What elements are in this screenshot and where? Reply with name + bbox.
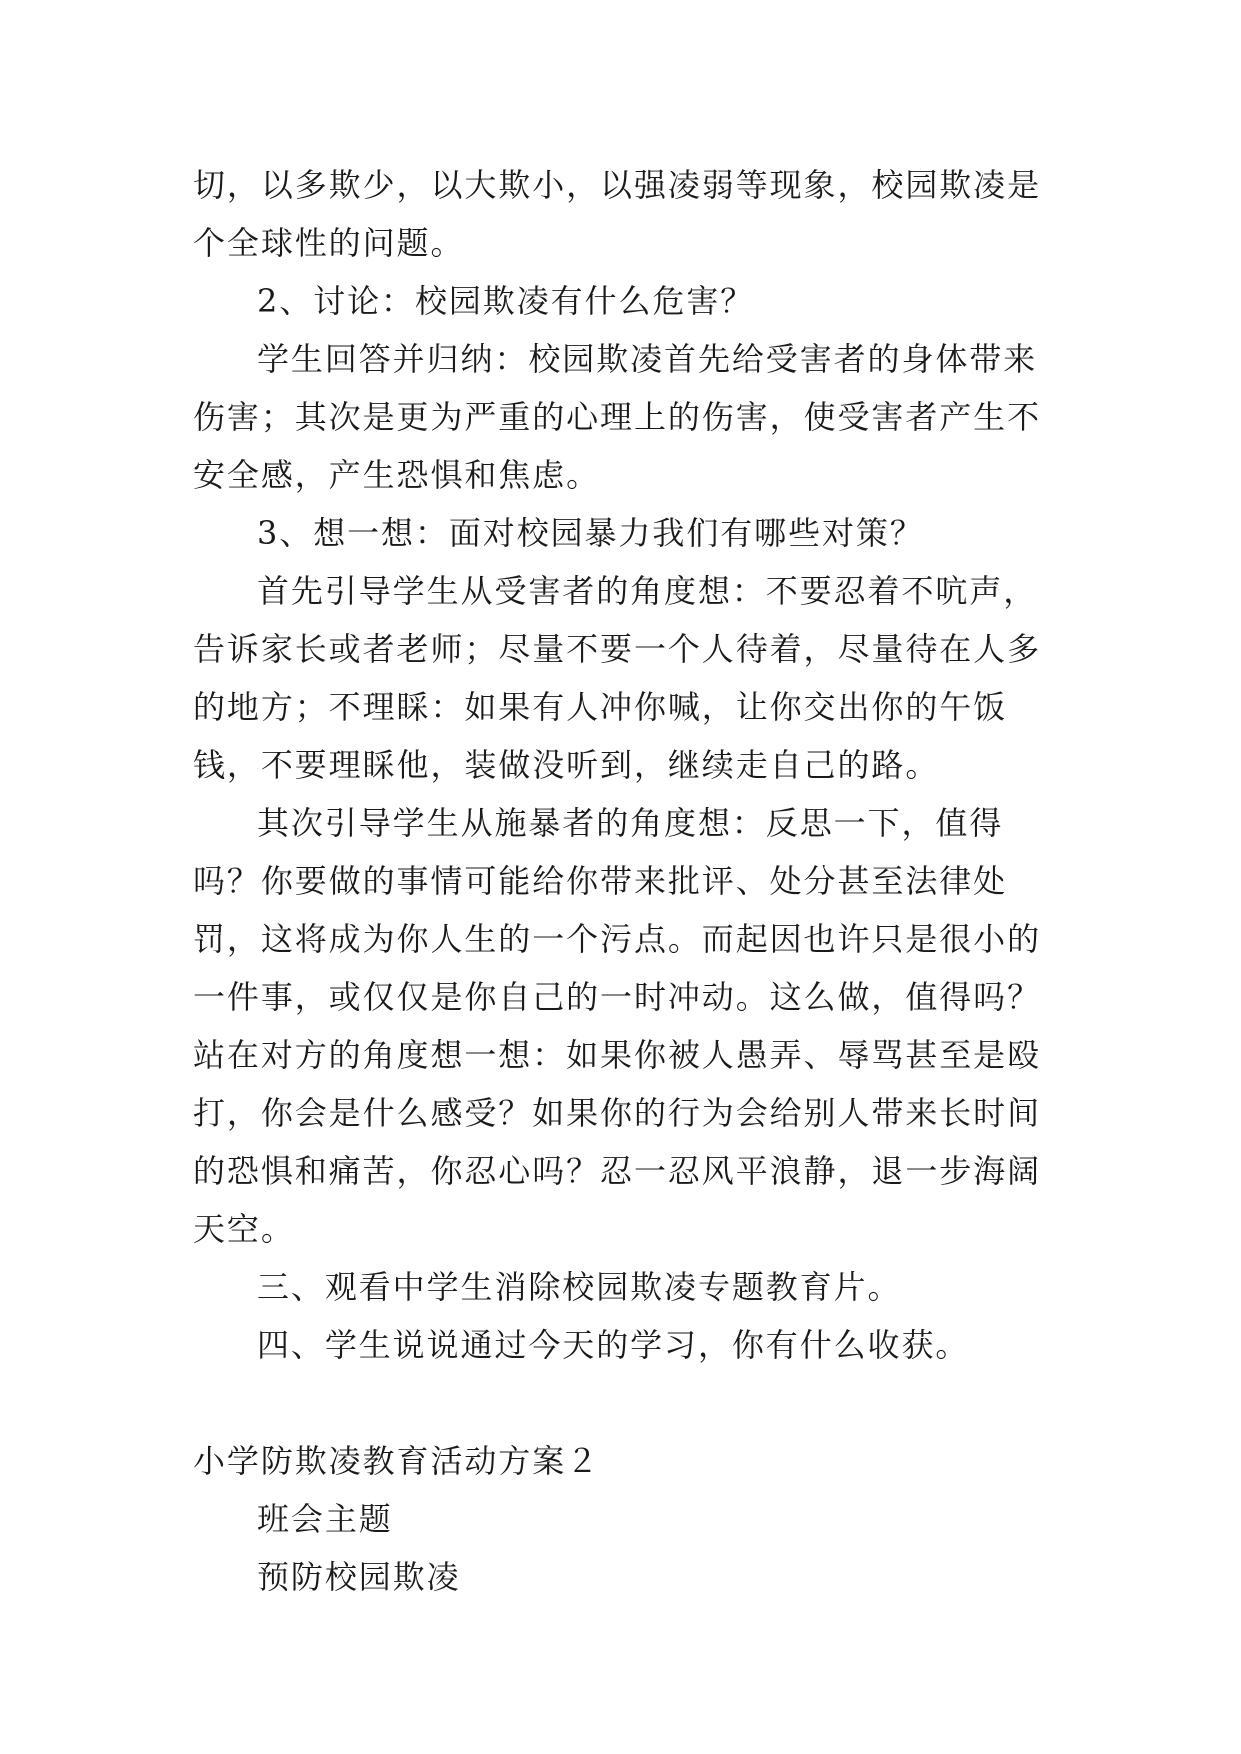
document-body bbox=[193, 156, 1063, 1606]
bully-perspective-paragraph: 其次引导学生从施暴者的角度想：反思一下，值得吗？你要做的事情可能给你带来批评、处分甚至法律处罚，这将成为你人生的一个污点。而起因也许只是很小的一件事，或仅仅是你自己的一时冲动。这么做，值得吗？站在对方的角度想一想：如果你被人愚弄、辱骂甚至是殴打，你会是什么感受？如果你的行为会给别人带来长时间的恐惧和痛苦，你忍心吗？忍一忍风平浪静，退一步海阔天空。 bbox=[193, 804, 1042, 1248]
think-question: 3、想一想：面对校园暴力我们有哪些对策？ bbox=[257, 514, 924, 552]
paragraph-continuation: 切，以多欺少，以大欺小，以强凌弱等现象，校园欺凌是个全球性的问题。 bbox=[193, 166, 1042, 262]
section-title: 小学防欺凌教育活动方案２ bbox=[193, 1442, 601, 1480]
victim-perspective-paragraph: 首先引导学生从受害者的角度想：不要忍着不吭声，告诉家长或者老师；尽量不要一个人待着，尽量待在人多的地方；不理睬：如果有人冲你喊，让你交出你的午饭钱，不要理睬他，装做没听到，继续走自己的路。 bbox=[193, 572, 1042, 784]
discussion-question: 2、讨论：校园欺凌有什么危害？ bbox=[257, 282, 755, 320]
reflection-item: 四、学生说说通过今天的学习，你有什么收获。 bbox=[257, 1326, 970, 1364]
theme-value: 预防校园欺凌 bbox=[257, 1558, 461, 1596]
watch-video-item: 三、观看中学生消除校园欺凌专题教育片。 bbox=[257, 1268, 902, 1306]
student-answer-paragraph: 学生回答并归纳：校园欺凌首先给受害者的身体带来伤害；其次是更为严重的心理上的伤害，使受害者产生不安全感，产生恐惧和焦虑。 bbox=[193, 340, 1042, 494]
theme-label: 班会主题 bbox=[257, 1500, 393, 1538]
